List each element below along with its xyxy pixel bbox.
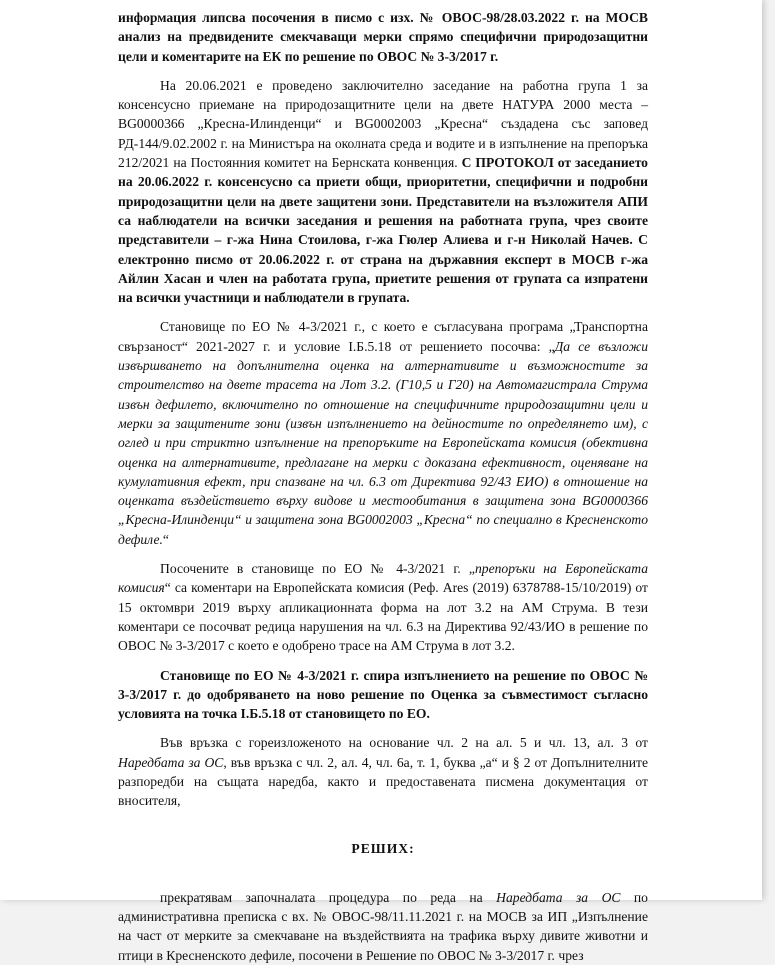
paragraph-ec-recommendations xyxy=(118,559,648,655)
decision-regulation-name: Наредбата за ОС xyxy=(496,889,621,905)
protocol-bold-text: С ПРОТОКОЛ от заседанието на 20.06.2022 г. консенсусно са приети общи, приоритетни, специфични и подробни природозащитни цели на двете защитени зони. Представители на възложителя АПИ са наблюдатели на всички заседания и решения на работната група, чрез своите представители – г-жа Нина Стоилова, г-жа Гюлер Алиева и г-н Николай Начев. С електронно писмо от 20.06.2022 г. от страна на държавния експерт в МОСВ г-жа Айлин Хасан и член на работата група, приетите решения от групата са изпратени на всички участници и наблюдатели в групата. xyxy=(118,155,648,306)
ec-text-start: Посочените в становище по ЕО № 4-3/2021 г. „ xyxy=(160,561,475,577)
ec-text-end: “ са коментари на Европейската комисия (Реф. Ares (2019) 6378788-15/10/2019) от 15 октомври 2019 върху апликационната форма на лот 3.2 на АМ Струма. В тези коментари се посочват редица нарушения на чл. 6.3 на Директива 92/43/ИО в решение по ОВОС № 3-3/2017 с което е одобрено трасе на АМ Струма в лот 3.2. xyxy=(118,580,648,654)
working-group-text: На 20.06.2021 е проведено заключително заседание на работна група 1 за консенсусно приемане на природозащитните цели на двете НАТУРА 2000 места – BG0000366 „Кресна-Илинденци“ и BG0002003 „Кресна“ създадена със заповед РД-144/9.02.2002 г. на Министъра на околната среда и водите и в изпълнение на препоръка 212/2021 на Постоянния комитет на Бернската конвенция. xyxy=(118,77,648,171)
paragraph-eo-suspends: Становище по ЕО № 4-3/2021 г. спира изпълнението на решение по ОВОС № 3-3/2017 г. до одобряването на ново решение по Оценка за съвместимост съгласно условията на точка І.Б.5.18 от становището по ЕО. xyxy=(118,667,648,722)
paragraph-missing-analysis: информация липсва посочения в писмо с изх. № ОВОС-98/28.03.2022 г. на МОСВ анализ на предвидените смекчаващи мерки спрямо специфични природозащитни цели и коментарите на ЕК по решение по ОВОС № 3-3/2017 г. xyxy=(118,10,648,64)
legal-basis-start: Във връзка с гореизложеното на основание чл. 2 на ал. 5 и чл. 13, ал. 3 от xyxy=(160,735,648,751)
eo-condition-quote: Да се възложи извършването на допълнителна оценка на алтернативите и възможностите за строителство на двете трасета на Лот 3.2. (Г10,5 и Г20) на Автомагистрала Струма извън дефилето, включително по отношение на специфичните природозащитни цели и мерки за защитените зони (извън изпълнението на дейностите по определянето им), с оглед и при стриктно изпълнение на препоръките на Европейската комисия (обективна оценка на алтернативите, предлагане на мерки с доказана ефективност, оценяване на кумулативния ефект, при спазване на чл. 6.3 от Директива 92/43 ЕИО) в отношение на оценката въздействието върху видове и местообитания в защитена зона BG0000366 „Кресна-Илинденци“ и защитена зона BG0002003 „Кресна“ по специално в Кресненското дефиле. xyxy=(118,338,648,547)
paragraph-eo-statement xyxy=(118,317,648,549)
eo-quote-close: “ xyxy=(162,531,169,547)
paragraph-working-group xyxy=(118,76,648,308)
paragraph-legal-basis xyxy=(118,733,648,810)
regulation-name: Наредбата за ОС xyxy=(118,754,224,770)
eo-statement-text: Становище по ЕО № 4-3/2021 г., с което е съгласувана програма „Транспортна свързаност“ 2021-2027 г. и условие І.Б.5.18 от решението посочва: „ xyxy=(118,319,648,354)
decision-text-end: по административна преписка с вх. № ОВОС-98/11.11.2021 г. на МОСВ за ИП „Изпълнение на част от мерките за смекчаване на въздействията на трафика върху дивите животни и птици в Кресненското дефиле, посочени в Решение по ОВОС № 3-3/2017 г. чрез xyxy=(118,889,648,963)
paragraph-decision xyxy=(118,888,648,965)
legal-basis-end: , във връзка с чл. 2, ал. 4, чл. 6а, т. 1, буква „а“ и § 2 от Допълнителните разпоредби на същата наредба, както и предоставената писмена документация от вносителя, xyxy=(118,754,648,809)
document-body xyxy=(118,8,648,965)
decision-text-start: прекратявам започналата процедура по реда на xyxy=(160,889,497,905)
ec-recommendations-italic: препоръки на Европейската комисия xyxy=(118,561,649,596)
decision-heading: РЕШИХ: xyxy=(351,840,415,856)
